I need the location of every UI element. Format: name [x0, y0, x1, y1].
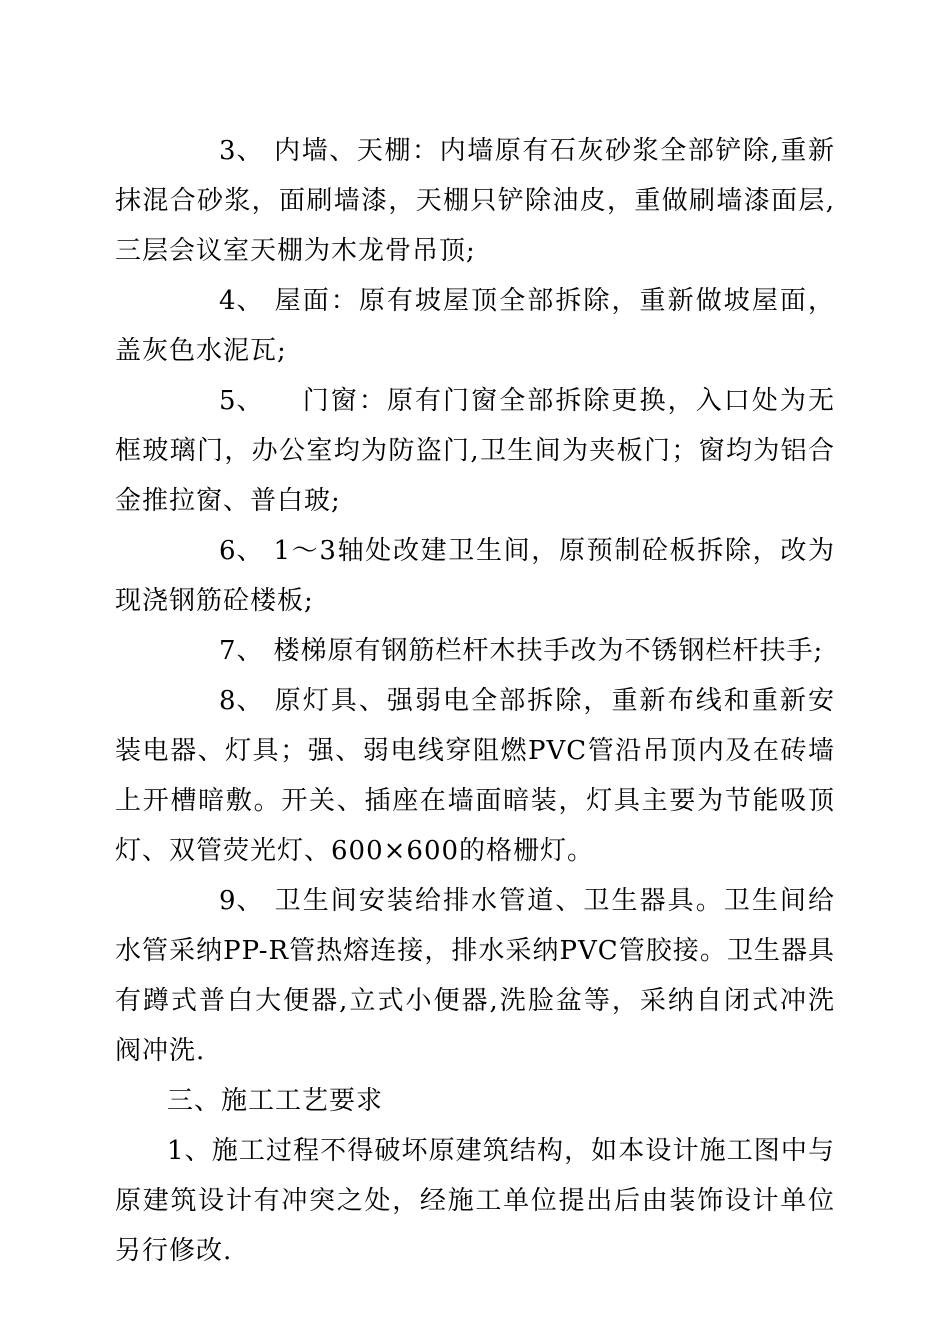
paragraph-item-9 — [115, 876, 835, 1076]
paragraph-text: 原灯具、强弱电全部拆除，重新布线和重新安装电器、灯具；强、弱电线穿阻燃PVC管沿吊顶内及在砖墙上开槽暗敷。开关、插座在墙面暗装，灯具主要为节能吸顶灯、双管荧光灯、600×600的格栅灯。 — [115, 686, 835, 866]
item-number: 7、 — [219, 636, 264, 666]
paragraph-item-6 — [115, 526, 835, 626]
paragraph-item-5 — [115, 376, 835, 526]
paragraph-text: 门窗：原有门窗全部拆除更换，入口处为无框玻璃门，办公室均为防盗门,卫生间为夹板门；窗均为铝合金推拉窗、普白玻; — [115, 386, 835, 516]
paragraph-text: 楼梯原有钢筋栏杆木扶手改为不锈钢栏杆扶手; — [273, 636, 824, 666]
paragraph-requirement-1 — [115, 1126, 835, 1276]
paragraph-text: 1～3轴处改建卫生间，原预制砼板拆除，改为现浇钢筋砼楼板; — [115, 536, 835, 616]
section-heading — [115, 1076, 835, 1126]
paragraph-item-4 — [115, 276, 835, 376]
paragraph-text: 卫生间安装给排水管道、卫生器具。卫生间给水管采纳PP-R管热熔连接，排水采纳PVC管胶接。卫生器具有蹲式普白大便器,立式小便器,洗脸盆等，采纳自闭式冲洗阀冲洗. — [115, 886, 835, 1066]
item-number: 8、 — [219, 686, 264, 716]
item-number: 5、 — [219, 386, 264, 416]
item-number: 9、 — [219, 886, 264, 916]
document-body — [115, 126, 835, 1276]
paragraph-item-7 — [115, 626, 835, 676]
item-number: 3、 — [219, 136, 264, 166]
item-number: 6、 — [219, 536, 264, 566]
paragraph-text: 内墙、天棚：内墙原有石灰砂浆全部铲除,重新抹混合砂浆，面刷墙漆，天棚只铲除油皮，重做刷墙漆面层,三层会议室天棚为木龙骨吊顶; — [115, 136, 835, 266]
paragraph-item-8 — [115, 676, 835, 876]
paragraph-text: 屋面：原有坡屋顶全部拆除，重新做坡屋面，盖灰色水泥瓦; — [115, 286, 835, 366]
section-heading-text: 三、施工工艺要求 — [167, 1086, 384, 1116]
paragraph-text: 1、施工过程不得破坏原建筑结构，如本设计施工图中与原建筑设计有冲突之处，经施工单位提出后由装饰设计单位另行修改. — [115, 1136, 835, 1266]
paragraph-item-3 — [115, 126, 835, 276]
item-number: 4、 — [219, 286, 264, 316]
